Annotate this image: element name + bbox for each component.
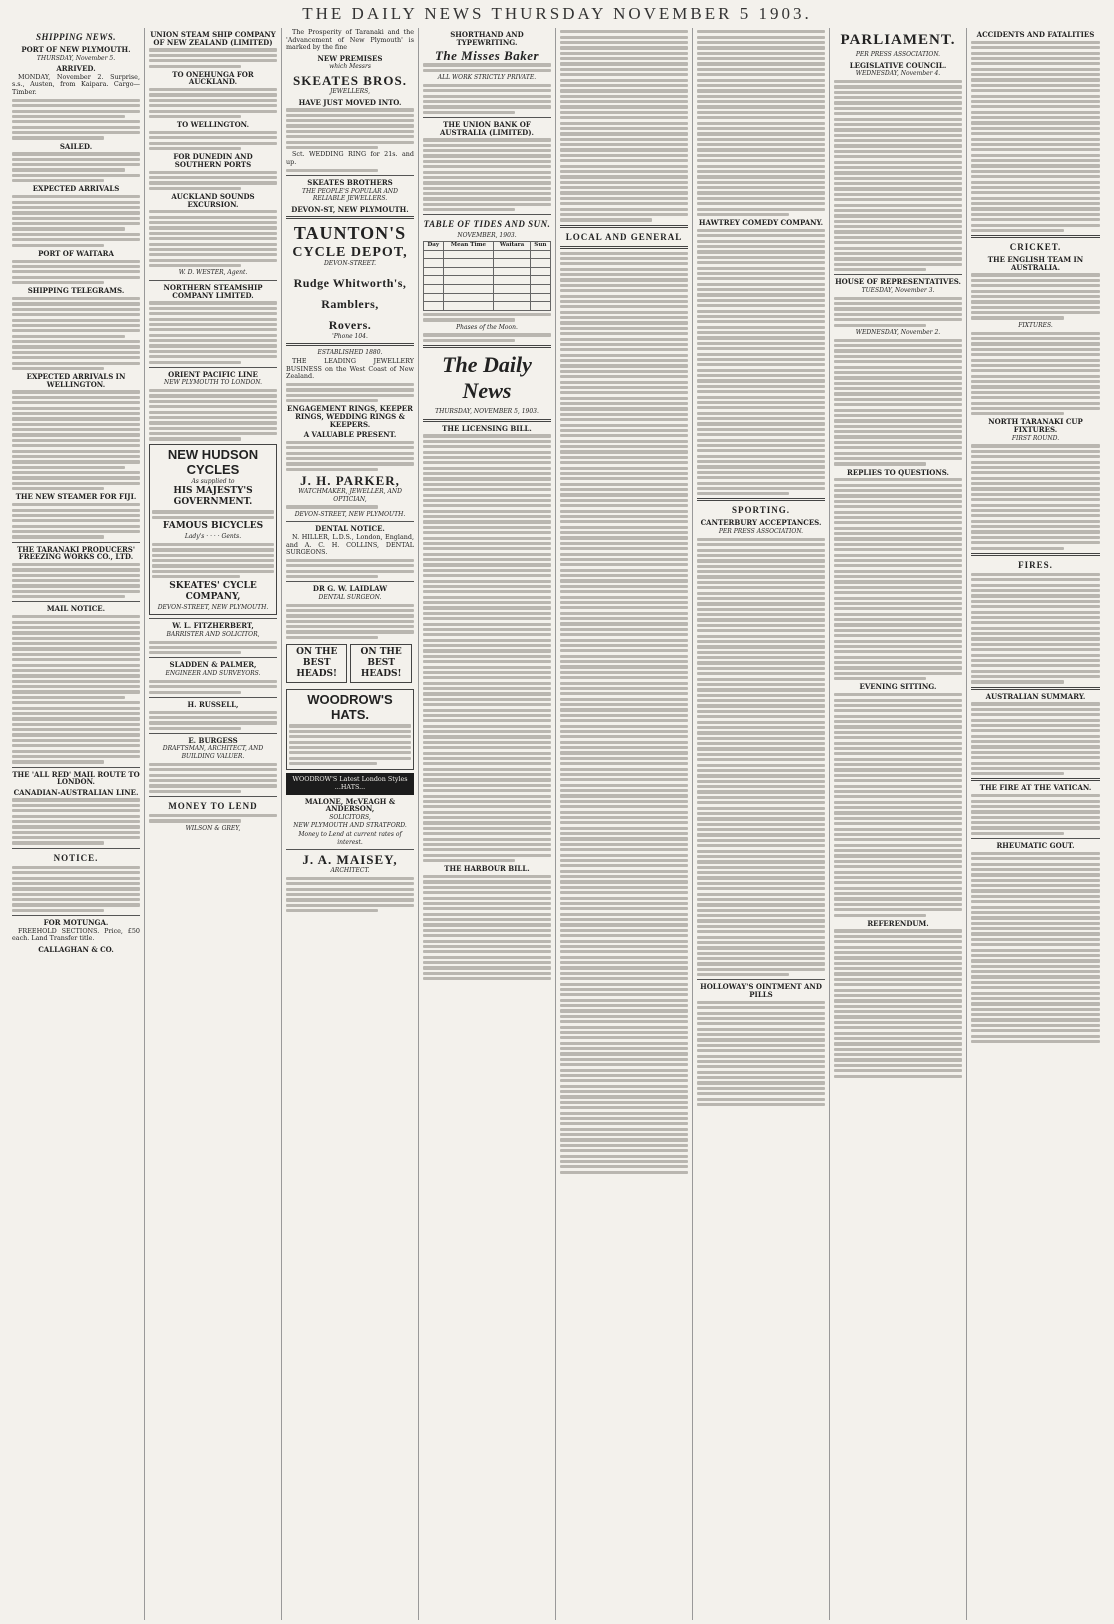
popular-jewellers: THE PEOPLE'S POPULAR AND RELIABLE JEWELLERS.: [301, 187, 398, 203]
port-waitara: PORT OF WAITARA: [38, 248, 114, 258]
shipping-telegrams: SHIPPING TELEGRAMS.: [27, 286, 125, 296]
sporting-heading: SPORTING.: [732, 505, 790, 516]
accidents-heading: ACCIDENTS AND FATALITIES: [976, 30, 1095, 39]
wednesday-date: WEDNESDAY, November 2.: [855, 328, 941, 336]
burgess: E. BURGESS: [188, 735, 238, 745]
parker: J. H. PARKER,: [300, 472, 400, 488]
cricket-heading: CRICKET.: [1009, 242, 1062, 253]
parliament-heading: PARLIAMENT.: [840, 32, 956, 48]
rheumatic-gout: RHEUMATIC GOUT.: [996, 841, 1075, 851]
column-7: [830, 28, 967, 1620]
which-messrs: which Messrs: [329, 63, 371, 71]
column-8: [967, 28, 1104, 1620]
wilson-grey: WILSON & GREY,: [185, 824, 241, 832]
prosperity-text: The Prosperity of Taranaki and the 'Advancement of New Plymouth' is marked by the fine: [286, 28, 414, 52]
skeates-cycle: SKEATES' CYCLE COMPANY,: [169, 580, 257, 602]
evening-sitting: EVENING SITTING.: [859, 682, 937, 692]
wedding-ring: Sct. WEDDING RING for 21s. and up.: [286, 150, 414, 166]
parliament-press: PER PRESS ASSOCIATION.: [855, 51, 941, 58]
replies-questions: REPLIES TO QUESTIONS.: [847, 467, 949, 477]
motunga-heading: FOR MOTUNGA.: [43, 918, 109, 928]
fitz-role: BARRISTER AND SOLICITOR,: [166, 630, 260, 638]
sladden-role: ENGINEER AND SURVEYORS.: [165, 670, 261, 678]
sladden: SLADDEN & PALMER,: [169, 660, 257, 670]
arrived-text: MONDAY, November 2. Surprise, s.s., Austen, from Kaipara. Cargo—Timber.: [12, 72, 140, 96]
just-moved: HAVE JUST MOVED INTO.: [298, 97, 402, 107]
orient-line: ORIENT PACIFIC LINE: [168, 369, 258, 379]
woodrow-box-top: [350, 644, 411, 683]
fixtures-heading: FIXTURES.: [1018, 321, 1053, 329]
column-2: [145, 28, 282, 1620]
tides-month: NOVEMBER, 1903.: [457, 232, 517, 240]
fires-heading: FIRES.: [1018, 559, 1053, 570]
new-hudson-famous: FAMOUS BICYCLES: [162, 521, 264, 532]
masthead: THE DAILY NEWS THURSDAY NOVEMBER 5 1903.: [302, 4, 812, 23]
canadian-line: CANADIAN-AUSTRALIAN LINE.: [13, 787, 139, 797]
north-taranaki-cup: NORTH TARANAKI CUP FIXTURES.: [988, 417, 1083, 435]
malone-loc: NEW PLYMOUTH AND STRATFORD.: [293, 822, 407, 830]
phone: 'Phone 104.: [332, 332, 368, 340]
woodrow-hats: WOODROW'S HATS.: [307, 692, 393, 723]
skeates-loc: DEVON-STREET, NEW PLYMOUTH.: [157, 603, 269, 611]
tide-col-waitara: Waitara: [494, 242, 530, 251]
harbour-bill: THE HARBOUR BILL.: [444, 864, 530, 874]
vatican-fire: THE FIRE AT THE VATICAN.: [979, 783, 1092, 793]
skeates-bros: SKEATES BROS.: [293, 72, 407, 88]
new-hudson-majesty: HIS MAJESTY'S GOVERNMENT.: [173, 486, 253, 508]
laidlaw: DR G. W. LAIDLAW: [312, 584, 388, 594]
expected-heading: EXPECTED ARRIVALS: [32, 184, 120, 194]
new-hudson-supplied: As supplied to: [191, 477, 235, 485]
house-date: TUESDAY, November 3.: [861, 286, 935, 294]
new-hudson-title: NEW HUDSON CYCLES: [167, 446, 259, 477]
parker-role: WATCHMAKER, JEWELLER, AND OPTICIAN,: [298, 487, 402, 503]
union-bank: THE UNION BANK OF AUSTRALIA (LIMITED).: [439, 119, 534, 137]
tides-table: [423, 241, 551, 311]
columns: [8, 28, 1108, 1620]
on-best-box: [286, 644, 347, 683]
column-6: [693, 28, 830, 1620]
shipping-date: THURSDAY, November 5.: [36, 54, 116, 62]
column-5: [556, 28, 693, 1620]
expected-wellington: EXPECTED ARRIVALS IN WELLINGTON.: [26, 372, 126, 389]
rudge: Rudge Whitworth's,: [293, 275, 407, 290]
russell: H. RUSSELL,: [187, 699, 239, 709]
woodrow-on-best: ON THE BEST HEADS!: [360, 647, 402, 680]
legislative-council: LEGISLATIVE COUNCIL.: [849, 60, 947, 70]
port-new-plymouth: PORT OF NEW PLYMOUTH.: [21, 45, 131, 54]
tide-col-sun: Sun: [530, 242, 550, 251]
sporting-press: PER PRESS ASSOCIATION.: [718, 528, 804, 536]
on-best-text: ON THE BEST HEADS!: [296, 647, 338, 680]
orient-sub: NEW PLYMOUTH TO LONDON.: [163, 379, 263, 387]
devon-st: DEVON-ST, NEW PLYMOUTH.: [291, 204, 409, 214]
first-round: FIRST ROUND.: [1011, 434, 1060, 442]
canterbury-acceptances: CANTERBURY ACCEPTANCES.: [700, 518, 822, 528]
english-team: THE ENGLISH TEAM IN AUSTRALIA.: [987, 255, 1084, 272]
parker-loc: DEVON-STREET, NEW PLYMOUTH.: [294, 510, 406, 518]
devon-street: DEVON-STREET.: [323, 260, 377, 268]
hiller-collins: N. HILLER, L.D.S., London, England, and A. C. H. COLLINS, DENTAL SURGEONS.: [286, 532, 414, 557]
column-4: [419, 28, 556, 1620]
local-general: LOCAL AND GENERAL: [565, 231, 683, 242]
engagement-rings: ENGAGEMENT RINGS, KEEPER RINGS, WEDDING RINGS & KEEPERS.: [287, 404, 413, 429]
holloway-heading: HOLLOWAY'S OINTMENT AND PILLS: [700, 982, 822, 999]
paper-date: THURSDAY, NOVEMBER 5, 1903.: [435, 408, 539, 416]
tide-col-mean: Mean Time: [443, 242, 494, 251]
malone-role: SOLICITORS,: [329, 813, 371, 821]
southern-heading: FOR DUNEDIN AND SOUTHERN PORTS: [173, 152, 253, 169]
moon-phases: Phases of the Moon.: [456, 323, 518, 331]
tides-heading: TABLE OF TIDES AND SUN.: [423, 219, 551, 230]
mail-notice: MAIL NOTICE.: [46, 604, 106, 614]
council-date: WEDNESDAY, November 4.: [855, 70, 941, 78]
fiji-steamer: THE NEW STEAMER FOR FIJI.: [15, 492, 137, 502]
taranaki-freezing: THE TARANAKI PRODUCERS' FREEZING WORKS CO., LTD.: [16, 544, 135, 562]
usco-heading: UNION STEAM SHIP COMPANY OF NEW ZEALAND (LIMITED): [150, 30, 276, 47]
new-premises: NEW PREMISES: [317, 53, 383, 63]
woodrow-styles-box: WOODROW'S Latest London Styles ...HATS...: [286, 773, 414, 794]
australian-summary: AUSTRALIAN SUMMARY.: [985, 691, 1086, 701]
sounds-excursion: AUCKLAND SOUNDS EXCURSION.: [171, 191, 255, 209]
money-to-lend: MONEY TO LEND: [168, 800, 258, 811]
daily-news-logo: The Daily News: [442, 352, 532, 404]
misses-baker: The Misses Baker: [434, 48, 540, 64]
maisey-role: ARCHITECT.: [330, 867, 370, 875]
shipping-news-heading: SHIPPING NEWS.: [35, 32, 116, 42]
leading-business: THE LEADING JEWELLERY BUSINESS on the West Coast of New Zealand.: [286, 357, 414, 381]
valuable-present: A VALUABLE PRESENT.: [303, 430, 397, 440]
new-hudson-ladies: Lady's · · · · Gents.: [184, 533, 242, 541]
freehold-text: FREEHOLD SECTIONS. Price, £50 each. Land Transfer title.: [12, 926, 140, 943]
money-lend-rates: Money to Lend at current rates of interest.: [298, 830, 402, 846]
fitzherbert: W. L. FITZHERBERT,: [172, 621, 254, 631]
jewellers: JEWELLERS,: [329, 87, 370, 95]
cycle-depot: CYCLE DEPOT,: [292, 245, 408, 261]
ramblers: Ramblers,: [321, 296, 379, 311]
column-3: [282, 28, 419, 1620]
sailed-heading: SAILED.: [59, 141, 93, 151]
all-red-route: THE 'ALL RED' MAIL ROUTE TO LONDON.: [12, 769, 140, 787]
notice-heading: NOTICE.: [53, 852, 99, 863]
wester-agent: W. D. WESTER, Agent.: [178, 269, 248, 277]
woodrow-ad: [286, 689, 414, 770]
burgess-role: DRAFTSMAN, ARCHITECT, AND BUILDING VALUER.: [162, 745, 264, 761]
established: ESTABLISHED 1880.: [317, 349, 383, 357]
callaghan: CALLAGHAN & CO.: [38, 944, 114, 954]
maisey: J. A. MAISEY,: [302, 852, 398, 868]
referendum: REFERENDUM.: [867, 918, 929, 928]
rovers: Rovers.: [328, 317, 372, 332]
dental-notice: DENTAL NOTICE.: [315, 524, 385, 534]
licensing-bill: THE LICENSING BILL.: [442, 423, 532, 433]
malone: MALONE, McVEAGH & ANDERSON,: [304, 796, 396, 814]
wellington-heading: TO WELLINGTON.: [176, 120, 250, 130]
new-hudson-ad: [149, 444, 277, 616]
northern-steamship: NORTHERN STEAMSHIP COMPANY LIMITED.: [163, 283, 263, 300]
shorthand-heading: SHORTHAND AND TYPEWRITING.: [450, 30, 524, 47]
laidlaw-sub: DENTAL SURGEON.: [318, 593, 382, 601]
house-reps: HOUSE OF REPRESENTATIVES.: [835, 277, 961, 287]
onehunga-heading: TO ONEHUNGA FOR AUCKLAND.: [172, 69, 254, 87]
column-1: [8, 28, 145, 1620]
skeates-brothers: SKEATES BROTHERS: [307, 177, 393, 187]
tide-col-day: Day: [424, 242, 444, 251]
tauntons: TAUNTON'S: [293, 223, 407, 244]
arrived-heading: ARRIVED.: [56, 64, 96, 74]
strictly-private: ALL WORK STRICTLY PRIVATE.: [437, 74, 537, 82]
hawtrey-heading: HAWTREY COMEDY COMPANY.: [698, 218, 824, 228]
